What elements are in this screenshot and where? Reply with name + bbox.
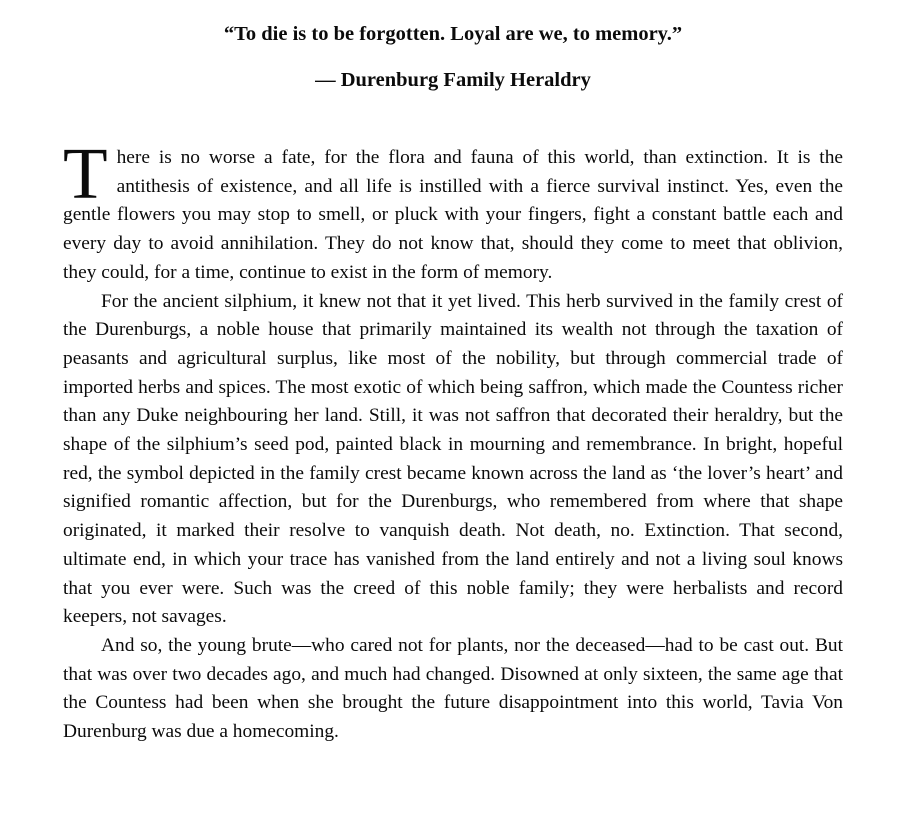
paragraph-1 <box>63 133 843 288</box>
body-text <box>63 133 843 747</box>
epigraph <box>63 20 843 94</box>
paragraph-3: And so, the young brute—who cared not for plants, nor the deceased—had to be cast out. But that was over two decades ago, and much had changed. Disowned at only sixteen, the same age that the Countess had been when she brought the future disappointment into this world, Tavia Von Durenburg was due a homecoming. <box>63 634 843 743</box>
drop-cap: T <box>63 133 108 214</box>
epigraph-attribution: — Durenburg Family Heraldry <box>315 69 591 91</box>
paragraph-1-text: here is no worse a fate, for the flora and fauna of this world, than extinction. It is the antithesis of existence, and all life is instilled with a fierce survival instinct. Yes, even the gentle flowers you may stop to smell, or pluck with your fingers, fight a constant battle each and every day to avoid annihilation. They do not know that, should they come to meet that oblivion, they could, for a time, continue to exist in the form of memory. <box>63 147 843 283</box>
epigraph-quote: “To die is to be forgotten. Loyal are we, to memory.” <box>223 23 683 45</box>
paragraph-2: For the ancient silphium, it knew not that it yet lived. This herb survived in the family crest of the Durenburgs, a noble house that primarily maintained its wealth not through the taxation of peasants and agricultural surplus, like most of the nobility, but through commercial trade of imported herbs and spices. The most exotic of which being saffron, which made the Countess richer than any Duke neighbouring her land. Still, it was not saffron that decorated their heraldry, but the shape of the silphium’s seed pod, painted black in mourning and remembrance. In bright, hopeful red, the symbol depicted in the family crest became known across the land as ‘the lover’s heart’ and signified romantic affection, but for the Durenburgs, who remembered from where that shape originated, it marked their resolve to vanquish death. Not death, no. Extinction. That second, ultimate end, in which your trace has vanished from the land entirely and not a living soul knows that you ever were. Such was the creed of this noble family; they were herbalists and record keepers, not savages. <box>63 290 843 628</box>
